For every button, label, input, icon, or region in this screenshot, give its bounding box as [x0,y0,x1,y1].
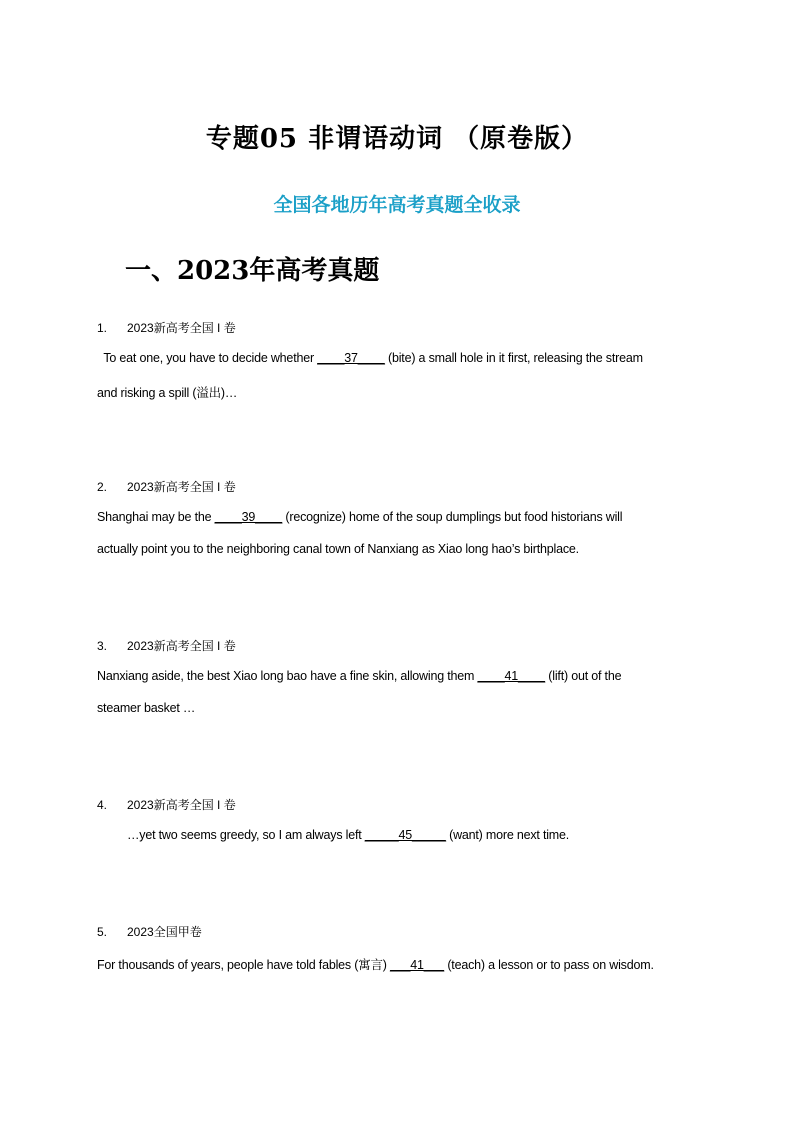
question-text: (lift) out of the [545,669,622,683]
question-text: (bite) a small hole in it first, releasing the stream [384,351,643,365]
question-5-line-1 [97,955,654,973]
question-source: 2023新高考全国 I 卷 [127,639,236,653]
question-text: (want) more next time. [445,828,570,842]
question-3-header [97,637,236,654]
question-2-line-2: actually point you to the neighboring canal town of Nanxiang as Xiao long hao’s birthplace. [97,542,579,556]
answer-blank[interactable]: _____45_____ [364,828,446,842]
question-number: 4. [97,798,108,812]
question-2-line-1 [97,510,622,524]
question-source: 2023新高考全国 I 卷 [127,321,236,335]
question-number: 3. [97,639,108,653]
question-text: …yet two seems greedy, so I am always left [127,828,365,842]
question-text: (teach) a lesson or to pass on wisdom. [444,958,654,972]
question-number: 1. [97,321,108,335]
document-subtitle: 全国各地历年高考真题全收录 [273,194,521,216]
question-text: For thousands of years, people have told fables (寓言) [97,958,391,972]
question-source: 2023新高考全国 I 卷 [127,480,236,494]
question-3-line-2: steamer basket … [97,701,196,715]
question-1-header [97,319,236,336]
answer-blank[interactable]: ____41____ [477,669,546,683]
question-number: 5. [97,925,108,939]
question-4-line-1 [127,828,569,842]
question-text: To eat one, you have to decide whether [97,351,318,365]
question-source: 2023新高考全国 I 卷 [127,798,236,812]
question-1-line-2: and risking a spill (溢出)… [97,386,238,400]
document-title: 专题05 非谓语动词 （原卷版） [205,124,589,154]
question-source: 2023全国甲卷 [127,925,202,939]
answer-blank[interactable]: ___41___ [390,958,445,972]
question-text: Nanxiang aside, the best Xiao long bao have a fine skin, allowing them [97,669,478,683]
question-4-header [97,796,236,813]
question-1-line-1 [97,351,643,365]
answer-blank[interactable]: ____37____ [317,351,385,365]
question-5-header [97,923,202,940]
question-text: Shanghai may be the [97,510,215,524]
section-heading: 一、2023年高考真题 [125,256,380,286]
answer-blank[interactable]: ____39____ [214,510,283,524]
question-number: 2. [97,480,108,494]
question-text: (recognize) home of the soup dumplings but food historians will [282,510,623,524]
question-3-line-1 [97,669,621,683]
question-2-header [97,478,236,495]
